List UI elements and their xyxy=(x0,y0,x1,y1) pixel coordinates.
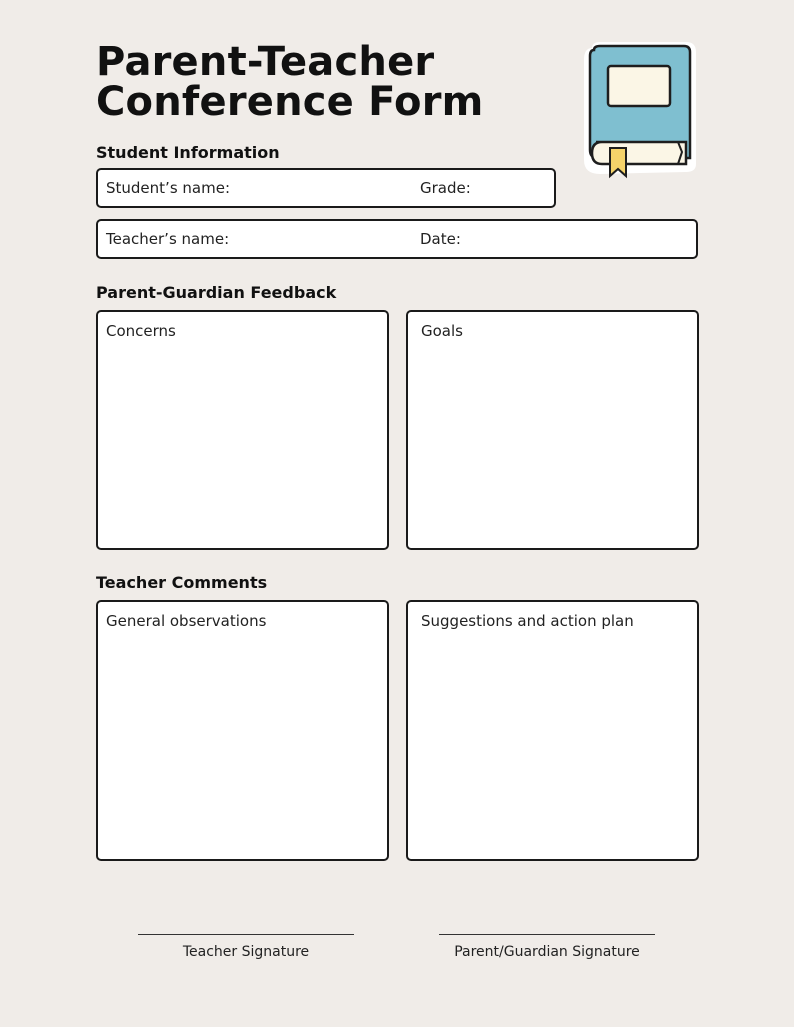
page-title-line-2: Conference Form xyxy=(96,79,484,125)
suggestions-label: Suggestions and action plan xyxy=(421,612,634,630)
page-title xyxy=(96,39,484,125)
book-icon xyxy=(578,40,700,182)
parent-signature-label: Parent/Guardian Signature xyxy=(454,944,640,960)
parent-signature-line[interactable] xyxy=(439,934,655,935)
concerns-label: Concerns xyxy=(106,322,176,340)
student-grade-field[interactable] xyxy=(96,168,556,208)
student-name-label: Student’s name: xyxy=(106,179,230,197)
suggestions-box[interactable] xyxy=(406,600,699,861)
grade-label: Grade: xyxy=(420,179,471,197)
teacher-signature-label: Teacher Signature xyxy=(182,944,310,960)
goals-box[interactable] xyxy=(406,310,699,550)
page-title-line-1: Parent-Teacher xyxy=(96,39,435,85)
teacher-date-field[interactable] xyxy=(96,219,698,259)
student-information-heading: Student Information xyxy=(96,143,280,162)
date-label: Date: xyxy=(420,230,461,248)
parent-feedback-heading: Parent-Guardian Feedback xyxy=(96,283,337,302)
teacher-comments-heading: Teacher Comments xyxy=(96,573,268,592)
goals-label: Goals xyxy=(421,322,463,340)
general-observations-label: General observations xyxy=(106,612,267,630)
general-observations-box[interactable] xyxy=(96,600,389,861)
concerns-box[interactable] xyxy=(96,310,389,550)
teacher-name-label: Teacher’s name: xyxy=(106,230,230,248)
teacher-signature-line[interactable] xyxy=(138,934,354,935)
